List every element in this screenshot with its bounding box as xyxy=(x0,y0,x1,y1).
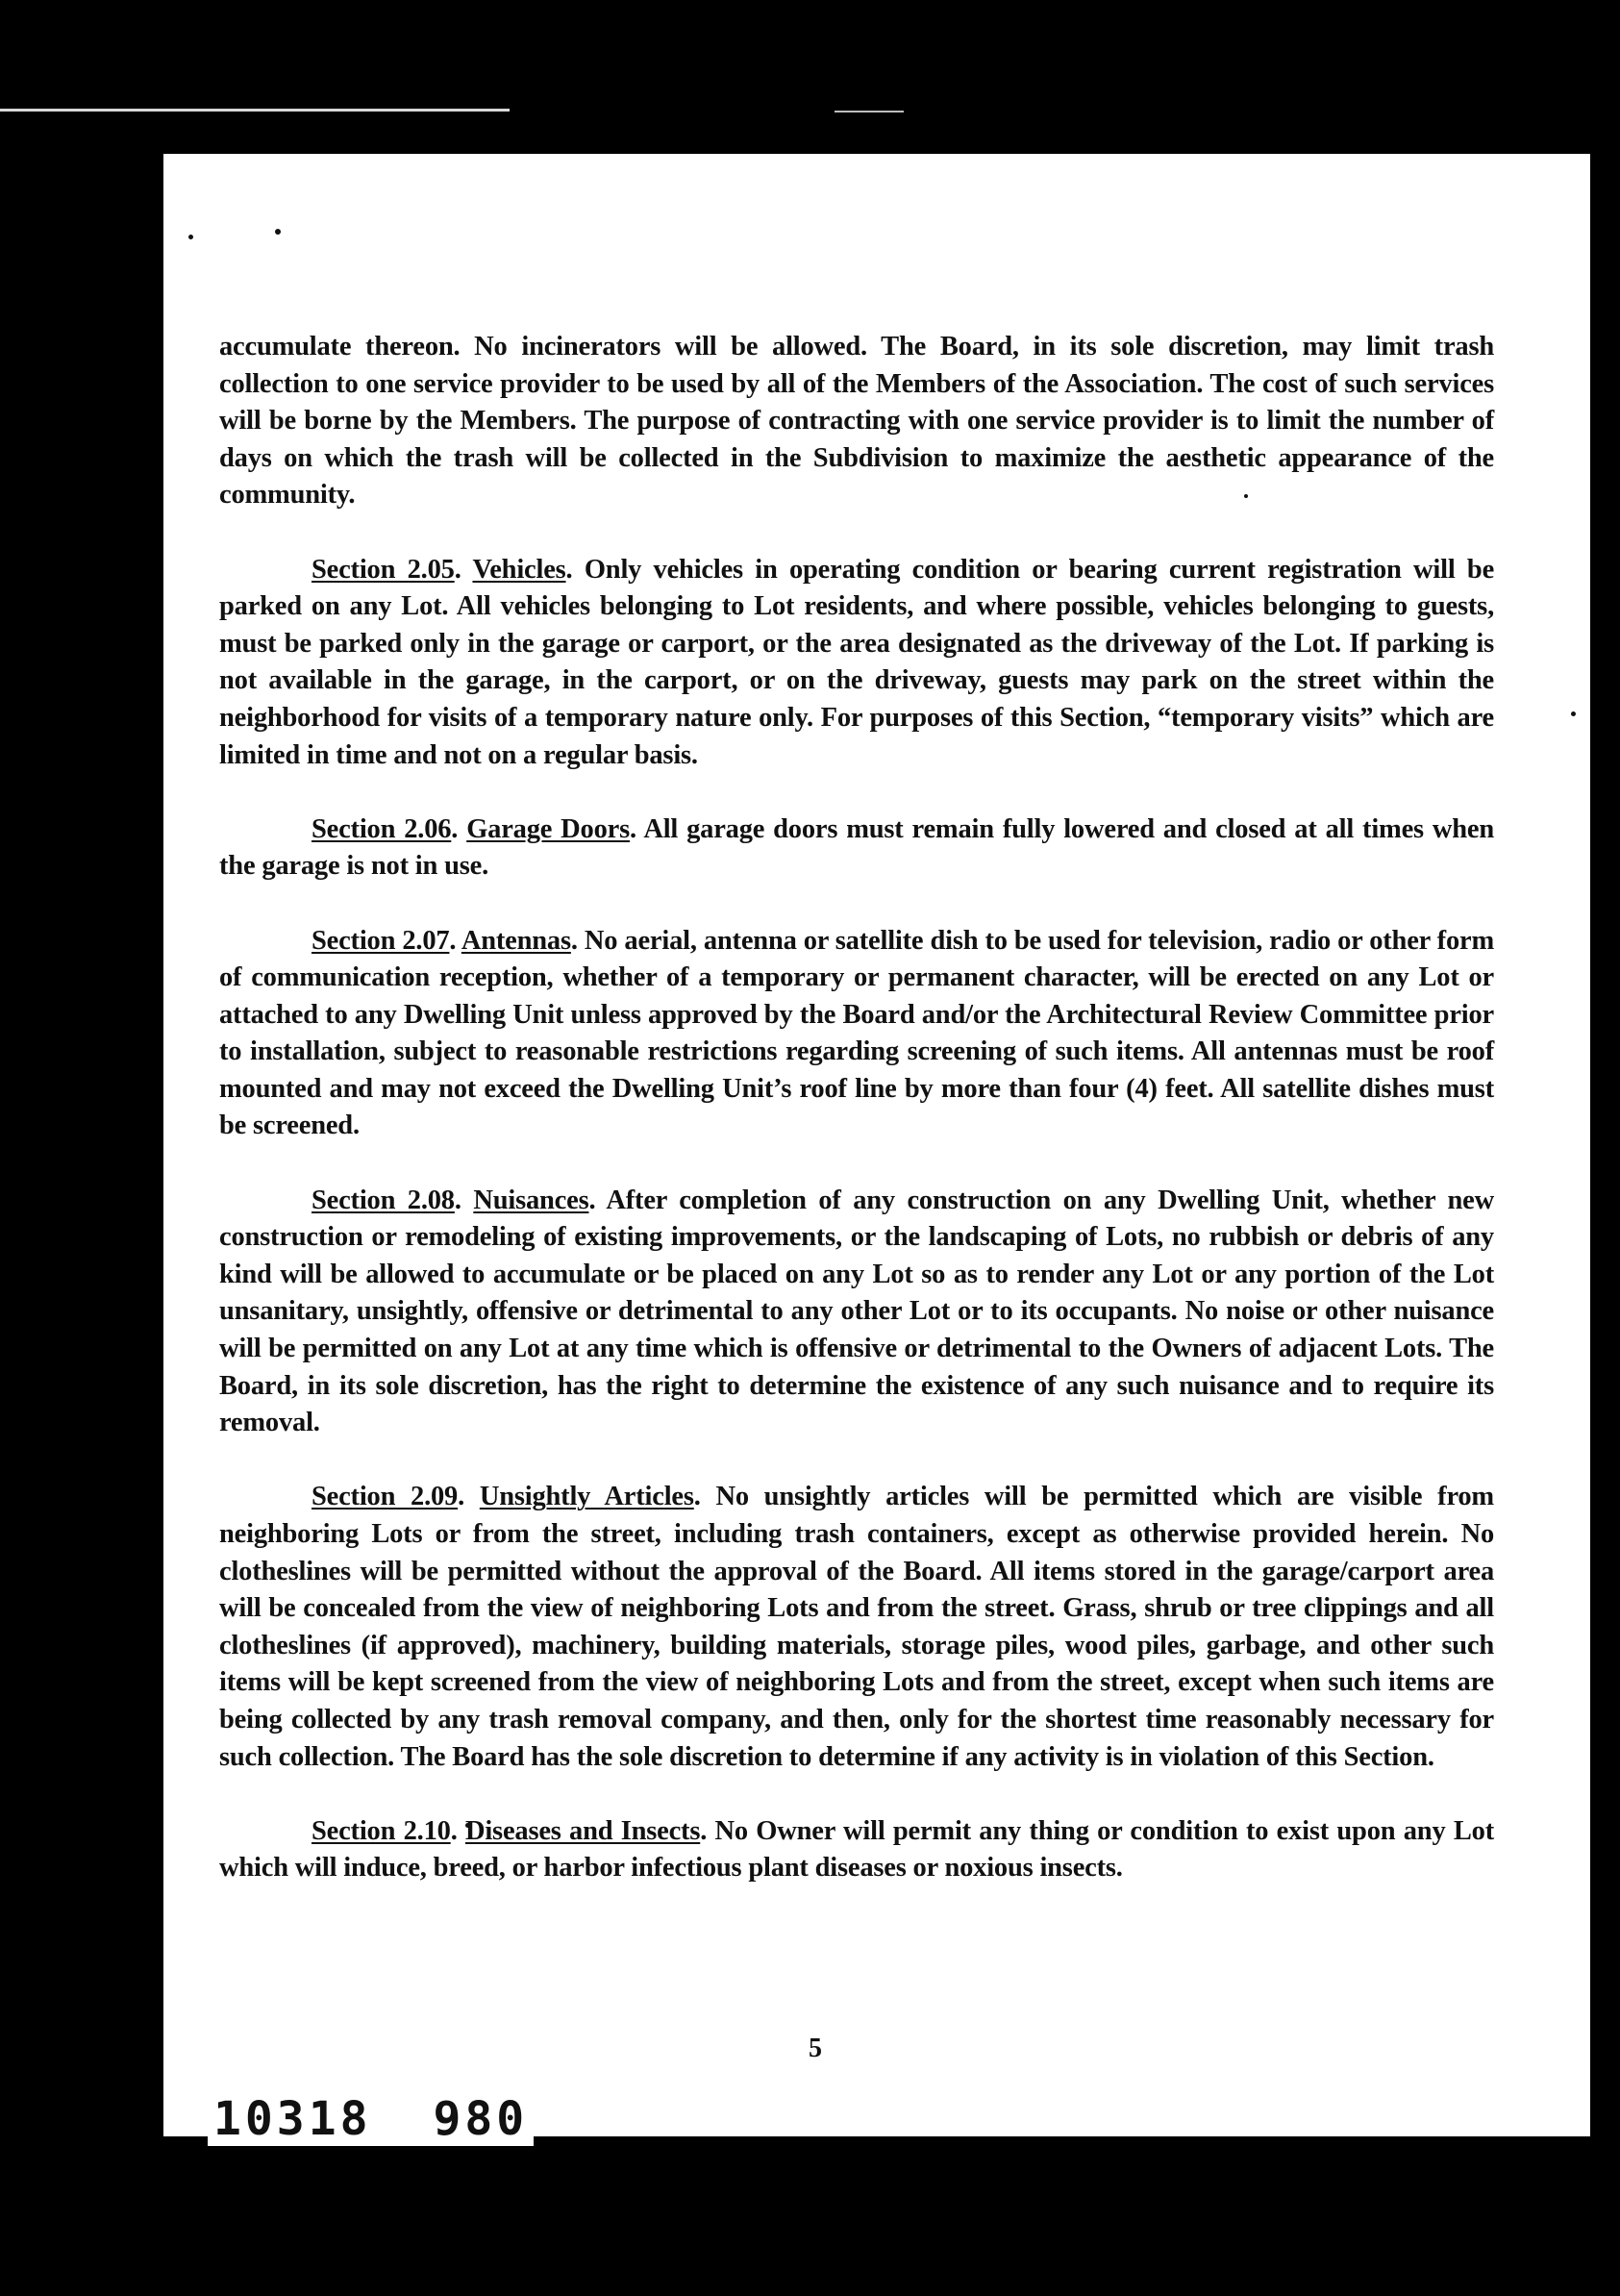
section-text: All garage doors must remain fully lowered and closed at all times when the garage is not in use. xyxy=(219,813,1495,882)
scan-speck xyxy=(188,235,193,239)
section-number: Section 2.06 xyxy=(312,813,452,844)
section-text: Only vehicles in operating condition or bearing current registration will be parked on any Lot. All vehicles belonging to Lot residents, and where possible, vehicles belonging to guests, must be parked only in the garage or carport, or the area designated as the driveway of the Lot. If parking is not available in the garage, in the carport, or on the driveway, guests may park on the street within the neighborhood for visits of a temporary nature only. For purposes of this Section, “temporary visits” which are limited in time and not on a regular basis. xyxy=(219,554,1495,770)
section-number: Section 2.07 xyxy=(312,925,450,956)
section-title: Antennas xyxy=(461,925,571,956)
stamp-left: 10318 xyxy=(213,2092,372,2146)
section-text: No Owner will permit any thing or condition to exist upon any Lot which will induce, breed, or harbor infectious plant diseases or noxious insects. xyxy=(219,1815,1494,1884)
section-2-07: Section 2.07. Antennas. No aerial, antenna or satellite dish to be used for television, radio or other form of communication reception, whether of a temporary or permanent character, will be erected on any Lot or attached to any Dwelling Unit unless approved by the Board and/or the Architectural Review Committee prior to installation, subject to reasonable restrictions regarding screening of such items. All antennas must be roof mounted and may not exceed the Dwelling Unit’s roof line by more than four (4) feet. All satellite dishes must be screened. xyxy=(219,925,1494,1141)
document-body xyxy=(219,329,1494,1925)
document-stamp-number xyxy=(208,2092,534,2146)
section-title: Diseases and Insects xyxy=(464,1815,701,1846)
section-2-06: Section 2.06. Garage Doors. All garage doors must remain fully lowered and closed at all times when the garage is not in use. xyxy=(219,813,1495,882)
scan-speck xyxy=(1571,711,1576,716)
section-number: Section 2.10 xyxy=(312,1815,451,1846)
scan-artifact-line xyxy=(835,111,904,112)
section-number: Section 2.05 xyxy=(312,554,455,585)
section-title: Nuisances xyxy=(473,1185,589,1215)
section-text: After completion of any construction on any Dwelling Unit, whether new construction or remodeling of existing improvements, or the landscaping of Lots, no rubbish or debris of any kind will be allowed to accumulate or be placed on any Lot so as to render any Lot or any portion of the Lot unsanitary, unsightly, offensive or detrimental to any other Lot or to its occupants. No noise or other nuisance will be permitted on any Lot at any time which is offensive or detrimental to the Owners of adjacent Lots. The Board, in its sole discretion, has the right to determine the existence of any such nuisance and to require its removal. xyxy=(219,1185,1495,1438)
section-title: Vehicles xyxy=(472,554,566,585)
section-number: Section 2.08 xyxy=(312,1185,455,1215)
section-2-08: Section 2.08. Nuisances. After completion of any construction on any Dwelling Unit, whether new construction or remodeling of existing improvements, or the landscaping of Lots, no rubbish or debris of any kind will be allowed to accumulate or be placed on any Lot so as to render any Lot or any portion of the Lot unsanitary, unsightly, offensive or detrimental to any other Lot or to its occupants. No noise or other nuisance will be permitted on any Lot at any time which is offensive or detrimental to the Owners of adjacent Lots. The Board, in its sole discretion, has the right to determine the existence of any such nuisance and to require its removal. xyxy=(219,1185,1495,1438)
section-2-09: Section 2.09. Unsightly Articles. No unsightly articles will be permitted which are visible from neighboring Lots or from the street, including trash containers, except as otherwise provided herein. No clotheslines will be permitted without the approval of the Board. All items stored in the garage/carport area will be concealed from the view of neighboring Lots and from the street. Grass, shrub or tree clippings and all clotheslines (if approved), machinery, building materials, storage piles, wood piles, garbage, and other such items will be kept screened from the view of neighboring Lots and from the street, except when such items are being collected by any trash removal company, and then, only for the shortest time reasonably necessary for such collection. The Board has the sole discretion to determine if any activity is in violation of this Section. xyxy=(219,1482,1494,1772)
scan-artifact-line xyxy=(0,109,510,112)
scan-speck xyxy=(275,229,281,235)
section-number: Section 2.09 xyxy=(312,1482,459,1512)
section-2-10: Section 2.10. Diseases and Insects. No Owner will permit any thing or condition to exist upon any Lot which will induce, breed, or harbor infectious plant diseases or noxious insects. xyxy=(219,1815,1494,1884)
section-title: Unsightly Articles xyxy=(479,1482,694,1512)
section-text: No aerial, antenna or satellite dish to be used for television, radio or other form of communication reception, whether of a temporary or permanent character, will be erected on any Lot or attached to any Dwelling Unit unless approved by the Board and/or the Architectural Review Committee prior to installation, subject to reasonable restrictions regarding screening of such items. All antennas must be roof mounted and may not exceed the Dwelling Unit’s roof line by more than four (4) feet. All satellite dishes must be screened. xyxy=(219,925,1494,1141)
stamp-right: 980 xyxy=(433,2092,529,2146)
section-2-05: Section 2.05. Vehicles. Only vehicles in operating condition or bearing current registration will be parked on any Lot. All vehicles belonging to Lot residents, and where possible, vehicles belonging to guests, must be parked only in the garage or carport, or the area designated as the driveway of the Lot. If parking is not available in the garage, in the carport, or on the driveway, guests may park on the street within the neighborhood for visits of a temporary nature only. For purposes of this Section, “temporary visits” which are limited in time and not on a regular basis. xyxy=(219,554,1495,770)
document-page xyxy=(163,154,1590,2136)
section-text: No unsightly articles will be permitted which are visible from neighboring Lots or from the street, including trash containers, except as otherwise provided herein. No clotheslines will be permitted without the approval of the Board. All items stored in the garage/carport area will be concealed from the view of neighboring Lots and from the street. Grass, shrub or tree clippings and all clotheslines (if approved), machinery, building materials, storage piles, wood piles, garbage, and other such items will be kept screened from the view of neighboring Lots and from the street, except when such items are being collected by any trash removal company, and then, only for the shortest time reasonably necessary for such collection. The Board has the sole discretion to determine if any activity is in violation of this Section. xyxy=(219,1482,1494,1772)
section-title: Garage Doors xyxy=(466,813,630,844)
opening-paragraph: accumulate thereon. No incinerators will be allowed. The Board, in its sole discretion, may limit trash collection to one service provider to be used by all of the Members of the Association. The cost of such services will be borne by the Members. The purpose of contracting with one service provider is to limit the number of days on which the trash will be collected in the Subdivision to maximize the aesthetic appearance of the community. xyxy=(219,332,1494,511)
page-number: 5 xyxy=(809,2034,822,2063)
